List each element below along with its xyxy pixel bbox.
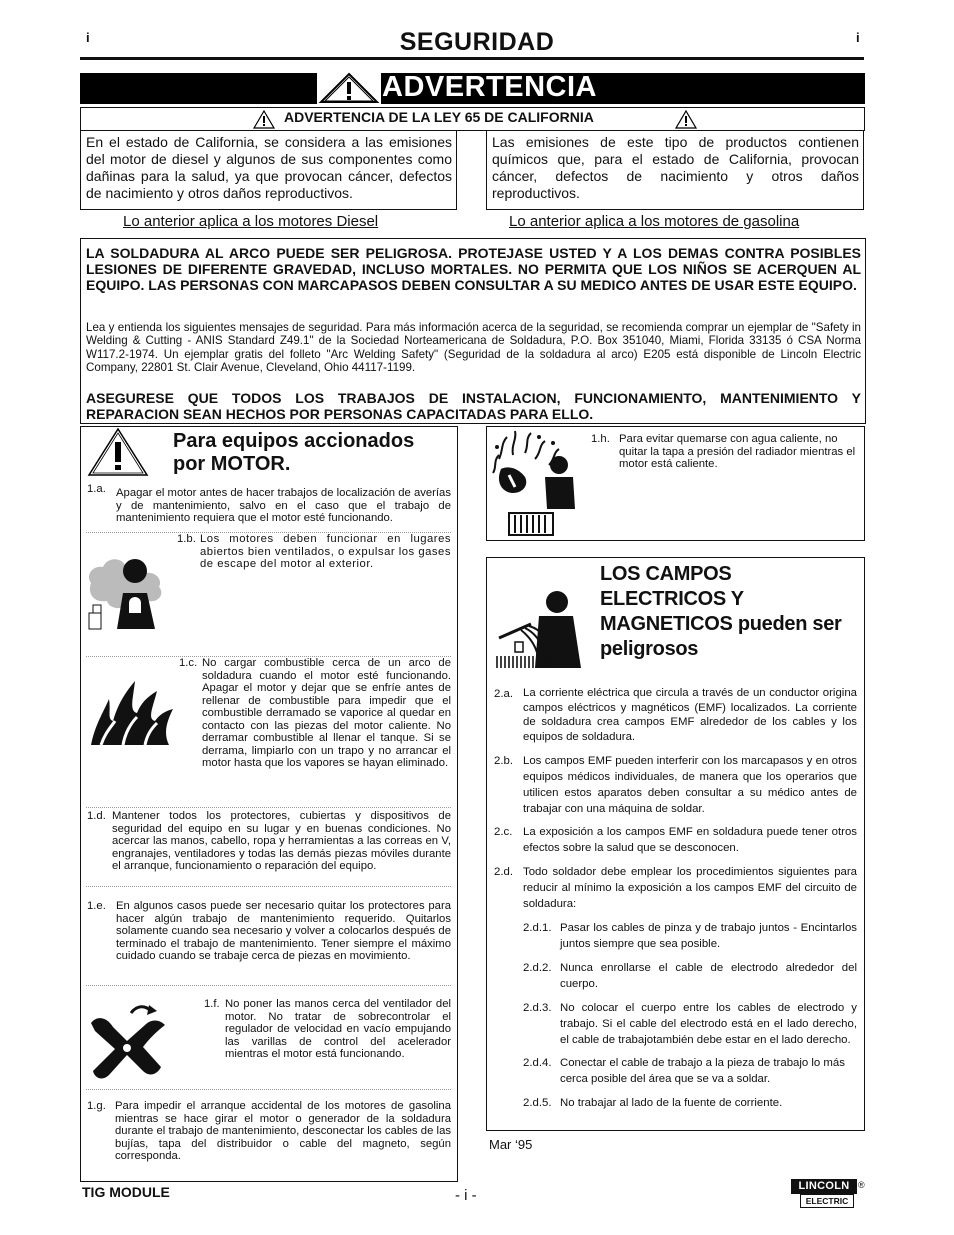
emf-welder-icon [495,586,583,670]
product-name: TIG MODULE [82,1184,170,1200]
california-gasoline-text: Las emisiones de este tipo de productos contienen químicos que, para el estado de California, provocan cáncer, defectos de nacimiento y otros daños reproductivos. [492,134,859,201]
page-number-left: i [86,30,90,45]
lincoln-electric-logo [791,1179,865,1208]
separator [86,985,451,986]
item-number: 2.c. [494,826,513,838]
diesel-caption: Lo anterior aplica a los motores Diesel [123,213,379,230]
item-number: 2.d.2. [523,962,552,974]
section-title: SEGURIDAD [399,28,555,56]
item-number: 2.b. [494,755,513,767]
california-diesel-text: En el estado de California, se considera a las emisiones del motor de diesel y algunos de sus componentes como dañinas para la salud, ya que provocan cáncer, defectos de nacimiento y otros daños reproductivos. [86,134,452,201]
logo-registered: ® [858,1180,865,1190]
item-number: 2.d.3. [523,1002,552,1014]
item-number: 2.d.4. [523,1057,552,1069]
logo-bottom: ELECTRIC [800,1194,854,1208]
item-number: 1.f. [204,998,220,1010]
california-gasoline-box [486,130,864,210]
radiator-item-box [486,426,865,541]
warning-banner [80,73,865,104]
emf-item-2b: Los campos EMF pueden interferir con los marcapasos y en otros equipos médicos individuales, de manera que los operarios que utilicen estos aparatos deben consultar a su médico antes de trabajar con una máquina de soldar. [523,755,857,815]
emf-item-2d3: No colocar el cuerpo entre los cables de electrodo y trabajo. Si el cable del electrodo está en el lado derecho, el cable de trabajotambién debe estar en el lado derecho. [560,1002,857,1046]
motor-item-1c: No cargar combustible cerca de un arco de soldadura cuando el motor esté funcionando. Apagar el motor y dejar que se enfríe antes de rellenar de combustible para impedir que el combustible derramado se vaporice al quedar en contacto con las piezas del motor caliente. No derramar combustible al llenar el tanque. Si se derrama, limpiarlo con un trapo y no arrancar el motor hasta que los vapores se hayan eliminado. [202,657,451,769]
emf-item-2d2: Nunca enrollarse el cable de electrodo alrededor del cuerpo. [560,962,857,990]
item-number: 1.d. [87,810,106,822]
item-number: 2.d.5. [523,1097,552,1109]
emf-heading [600,562,862,662]
page-number-right: i [856,30,860,45]
main-warning-caps: LA SOLDADURA AL ARCO PUEDE SER PELIGROSA. PROTEJASE USTED Y A LOS DEMAS CONTRA POSIBLES LESIONES DE DIFERENTE GRAVEDAD, INCLUSO MORTALES. NO PERMITA QUE LOS NIÑOS SE ACERQUEN AL EQUIPO. LAS PERSONAS CON MARCAPASOS DEBEN CONSULTAR A SU MEDICO ANTES DE USAR ESTE EQUIPO. [86,245,861,293]
california-heading: ADVERTENCIA DE LA LEY 65 DE CALIFORNIA [284,109,594,125]
item-number: 1.b. [177,533,196,545]
main-warning-box [80,238,866,424]
emf-item-2a: La corriente eléctrica que circula a través de un conductor origina campos eléctricos y magnéticos (EMF) localizados. La corriente de soldadura crea campos EMF alrededor de los cables y los equipos de soldadura. [523,687,857,743]
emf-item-2c: La exposición a los campos EMF en soldadura puede tener otros efectos sobre la salud que se desconocen. [523,826,857,854]
qualified-personnel-warning: ASEGURESE QUE TODOS LOS TRABAJOS DE INSTALACION, FUNCIONAMIENTO, MANTENIMIENTO Y REPARACION SEAN HECHOS POR PERSONAS CAPACITADAS PARA ELLO. [86,390,861,422]
main-warning-body: Lea y entienda los siguientes mensajes de seguridad. Para más información acerca de la seguridad, se recomienda comprar un ejemplar de "Safety in Welding & Cutting - ANIS Standard Z49.1" de la Sociedad Norteamericana de Soldadura, P.O. Box 351040, Miami, Florida 33135 ó CSA Norma W117.2-1974. Un ejemplar gratis del folleto "Arc Welding Safety" (Seguridad de la soldadura al arco) E205 está disponible de Lincoln Electric Company, 22801 St. Clair Avenue, Cleveland, Ohio 44117-1199. [86,321,861,374]
fire-icon [89,677,175,747]
california-diesel-box [80,130,457,210]
emf-heading-line: MAGNETICOS pueden ser [600,613,842,635]
item-number: 2.a. [494,688,513,700]
motor-item-1g: Para impedir el arranque accidental de los motores de gasolina mientras se hace girar el motor o generador de la soldadura durante el trabajo de mantenimiento, desconectar los cables de las bujías, tapa del distribuidor o cable del magneto, según corresponda. [115,1100,451,1162]
warning-triangle-icon [317,72,381,104]
item-number: 2.d. [494,866,513,878]
emf-item-2d: Todo soldador debe emplear los procedimientos siguientes para reducir al mínimo la exposición a los campos EMF del circuito de soldadura: [523,866,857,910]
emf-heading-line: LOS CAMPOS [600,563,732,585]
warning-triangle-icon [87,427,149,477]
item-number: 2.d.1. [523,922,552,934]
page-number: - i - [455,1187,477,1204]
radiator-steam-icon [489,429,581,537]
item-number: 1.h. [591,433,610,445]
item-number: 1.a. [87,483,106,495]
emf-heading-line: peligrosos [600,638,699,660]
motor-item-1h: Para evitar quemarse con agua caliente, no quitar la tapa a presión del radiador mientras el motor está caliente. [619,433,856,470]
logo-top: LINCOLN [791,1179,857,1194]
banner-title: ADVERTENCIA [382,71,597,103]
item-number: 1.c. [179,657,198,669]
hands-fan-icon [87,997,171,1085]
gasoline-caption: Lo anterior aplica a los motores de gasolina [509,213,800,230]
emf-item-2d5: No trabajar al lado de la fuente de corriente. [560,1097,783,1109]
california-heading-box [80,107,865,131]
motor-section [80,426,458,1182]
item-number: 1.e. [87,900,106,912]
emf-heading-line: ELECTRICOS Y [600,588,744,610]
motor-item-1e: En algunos casos puede ser necesario quitar los protectores para hacer algún trabajo de mantenimiento requerido. Quitarlos solamente cuando sea necesario y volver a colocarlos después de terminado el trabajo de mantenimiento. Tener siempre el máximo cuidado cuando se trabaje cerca de piezas en movimiento. [116,900,451,962]
motor-item-1b: Los motores deben funcionar en lugares abiertos bien ventilados, o expulsar los gases de escape del motor al exterior. [200,533,451,570]
separator [86,807,451,808]
item-number: 1.g. [87,1100,106,1112]
header-rule [80,57,864,60]
warning-triangle-icon [253,110,275,129]
motor-item-1d: Mantener todos los protectores, cubiertas y dispositivos de seguridad del equipo en su lugar y en buenas condiciones. No acercar las manos, cabello, ropa y herramientas a las correas en V, engranajes, ventiladores y todas las demás piezas móviles durante el arranque, funcionamiento o reparación del equipo. [112,810,451,872]
emf-section [486,557,865,1131]
motor-item-1a: Apagar el motor antes de hacer trabajos de localización de averías y de mantenimiento, salvo en el caso que el trabajo de mantenimiento requiera que el motor esté funcionando. [116,487,451,524]
exhaust-fumes-icon [83,555,173,633]
motor-item-1f: No poner las manos cerca del ventilador del motor. No tratar de sobrecontrolar el regulador de velocidad en vacío empujando las varillas de control del acelerador mientras el motor está funcionando. [225,998,451,1060]
emf-item-2d1: Pasar los cables de pinza y de trabajo juntos - Encintarlos juntos siempre que sea posible. [560,922,857,950]
emf-item-2d4: Conectar el cable de trabajo a la pieza de trabajo lo más cerca posible del área que se va a soldar. [560,1057,845,1085]
separator [86,886,451,887]
separator [86,1089,451,1090]
warning-triangle-icon [675,110,697,129]
motor-heading: Para equipos accionados por MOTOR. [173,430,415,475]
revision-date: Mar ‘95 [489,1137,533,1152]
